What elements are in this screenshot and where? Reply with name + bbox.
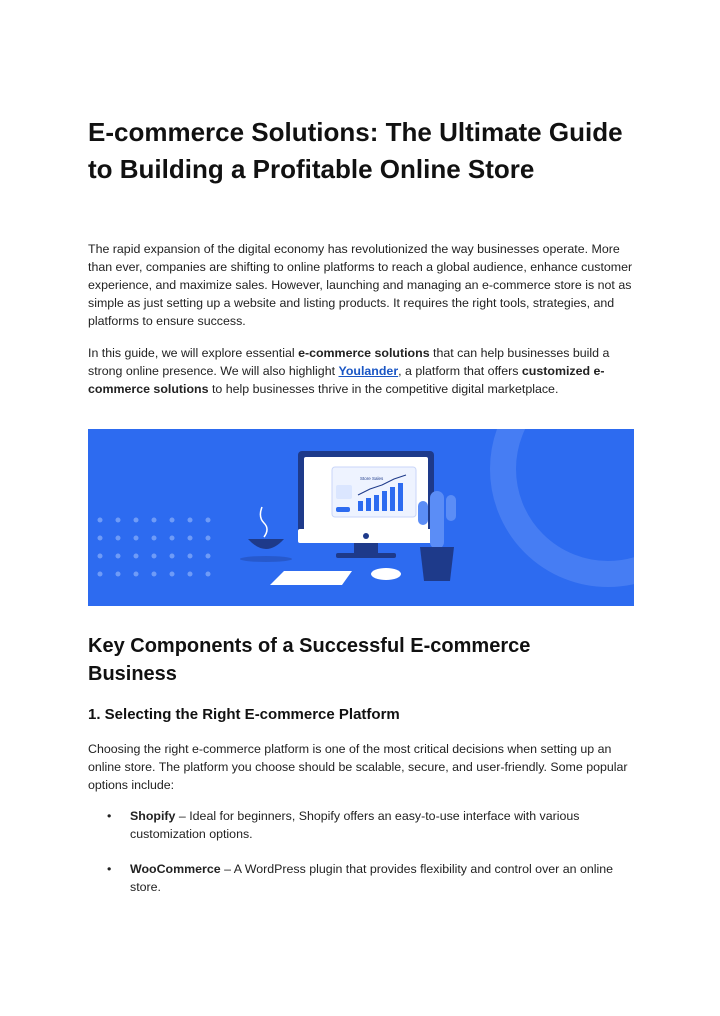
list-item-text xyxy=(130,807,630,843)
section-heading: Key Components of a Successful E-commerce Business xyxy=(88,635,531,685)
hero-banner-image xyxy=(88,429,634,606)
bold-customized-solutions: customized e-commerce solutions xyxy=(88,364,605,396)
keyboard-icon xyxy=(270,571,352,585)
bullet-icon: • xyxy=(107,809,112,823)
platform-paragraph: Choosing the right e-commerce platform is one of the most critical decisions when setting up an online store. The platform you choose should be scalable, secure, and user-friendly. Some popular options include: xyxy=(88,742,628,792)
mouse-icon xyxy=(371,568,401,580)
bold-ecommerce-solutions: e-commerce solutions xyxy=(298,346,430,360)
youlander-link[interactable]: Youlander xyxy=(338,364,399,378)
list-item-name: Shopify xyxy=(130,809,176,823)
bullet-icon: • xyxy=(107,862,112,876)
list-item-desc: – Ideal for beginners, Shopify offers an easy-to-use interface with various customization options. xyxy=(130,809,580,841)
hero-illustration xyxy=(88,429,634,606)
list-item-text xyxy=(130,860,630,896)
guide-text-2: that can help businesses build a strong online presence. We will also highlight xyxy=(88,346,610,378)
list-item-name: WooCommerce xyxy=(130,862,221,876)
page-title: E-commerce Solutions: The Ultimate Guide to Building a Profitable Online Store xyxy=(88,117,623,184)
intro-paragraph: The rapid expansion of the digital economy has revolutionized the way businesses operate. More than ever, companies are shifting to online platforms to reach a global audience, enhance customer experience, and maximize sales. However, launching and managing an e-commerce store is not as simple as just setting up a website and listing products. It requires the right tools, strategies, and platforms to ensure success. xyxy=(88,242,633,328)
guide-text-4: to help businesses thrive in the competitive digital marketplace. xyxy=(208,382,559,396)
screen-heading: Store Sales xyxy=(360,476,384,481)
guide-text-3: , a platform that offers xyxy=(398,364,522,378)
guide-text-1: In this guide, we will explore essential xyxy=(88,346,299,360)
subsection-heading: 1. Selecting the Right E-commerce Platform xyxy=(88,706,400,723)
guide-paragraph xyxy=(88,344,636,398)
list-item-desc: – A WordPress plugin that provides flexibility and control over an online store. xyxy=(130,862,614,894)
sales-chart-icon xyxy=(332,467,416,517)
